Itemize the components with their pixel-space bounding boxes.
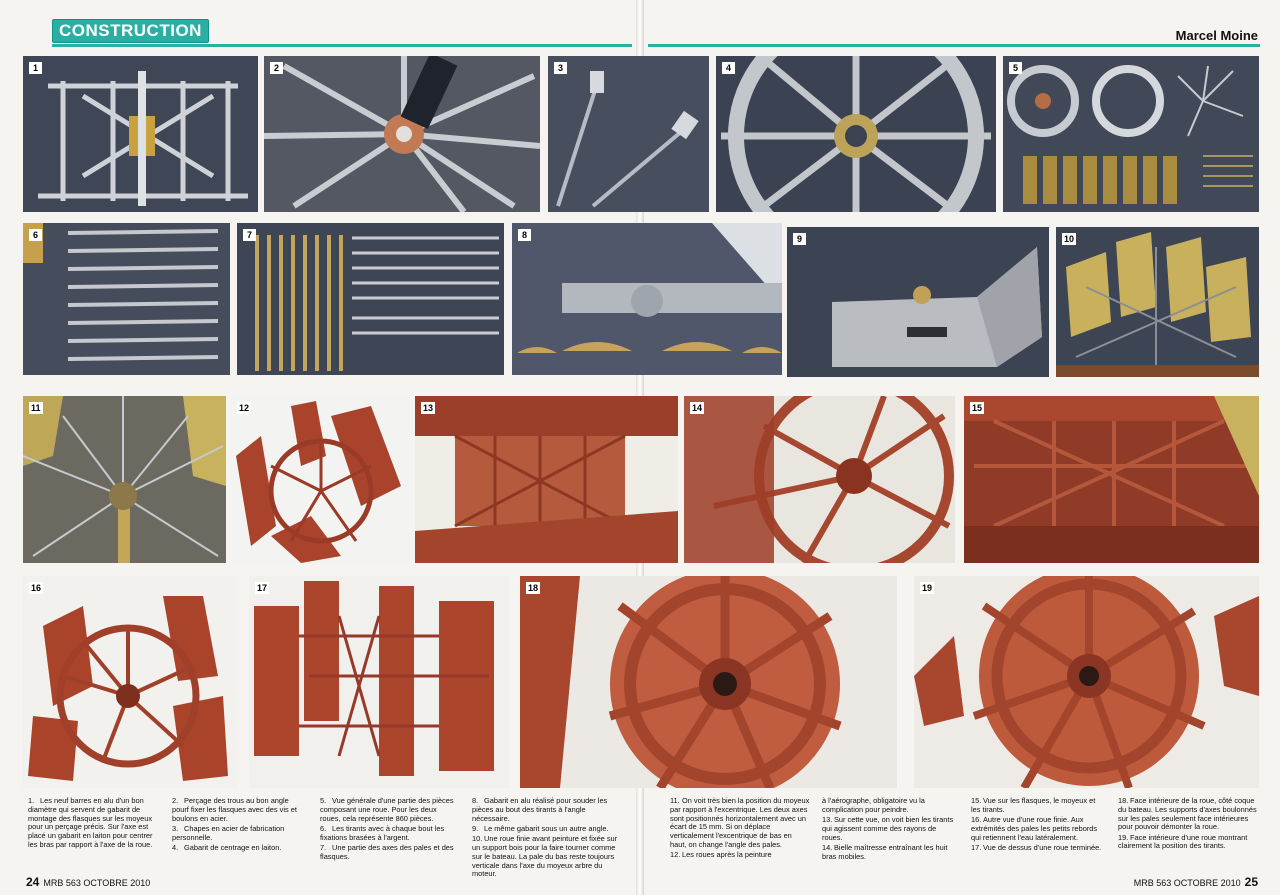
caption-column-6 <box>822 797 958 863</box>
photo-3 <box>548 56 709 212</box>
photo-15-image <box>964 396 1259 563</box>
photo-number: 11 <box>31 403 41 413</box>
photo-19 <box>914 576 1259 788</box>
section-rubric: CONSTRUCTION <box>52 19 209 43</box>
caption-17: 17. Vue de dessus d'une roue terminée. <box>971 842 1102 852</box>
photo-6 <box>23 223 230 375</box>
photo-4 <box>716 56 996 212</box>
photo-number: 8 <box>518 229 531 241</box>
caption-12-continued: à l'aérographe, obligatoire vu la complication pour peindre. <box>822 796 925 814</box>
caption-column-1 <box>28 797 156 851</box>
caption-6: 6. Les tirants avec à chaque bout les fixations brasées à l'argent. <box>320 823 445 842</box>
caption-4: 4. Gabarit de centrage en laiton. <box>172 842 282 852</box>
caption-column-2 <box>172 797 300 854</box>
caption-9: 9. Le même gabarit sous un autre angle. <box>472 823 609 833</box>
photo-5-image <box>1003 56 1259 212</box>
photo-10 <box>1056 227 1259 377</box>
photo-11-image <box>23 396 226 563</box>
photo-number: 3 <box>554 62 567 74</box>
photo-number: 5 <box>1009 62 1022 74</box>
photo-number: 19 <box>922 583 933 593</box>
caption-12: 12. Les roues après la peinture <box>670 850 772 860</box>
photo-number: 17 <box>257 583 268 593</box>
photo-1-image <box>23 56 258 212</box>
photo-3-image <box>548 56 709 212</box>
page-number-right: 25 <box>1244 875 1258 889</box>
caption-10: 10. Une roue finie avant peinture et fixée sur un support bois pour la faire tourner comme sur le bateau. La pale du bas reste toujours verticale dans l'axe du moyeux arbre du moteur. <box>472 834 618 879</box>
photo-number: 13 <box>423 403 434 413</box>
photo-15 <box>964 396 1259 563</box>
photo-number: 18 <box>528 583 539 593</box>
photo-18-image <box>520 576 897 788</box>
caption-8: 8. Gabarit en alu réalisé pour souder les pièces au bout des tirants à l'angle nécessaire. <box>472 796 608 823</box>
author-name: Marcel Moine <box>1175 28 1258 43</box>
caption-column-5 <box>670 797 810 862</box>
caption-5: 5. Vue générale d'une partie des pièces composant une roue. Pour les deux roues, cela représente 860 pièces. <box>320 796 454 823</box>
caption-column-3 <box>320 797 456 863</box>
photo-9 <box>787 227 1049 377</box>
photo-16-image <box>23 576 238 788</box>
header-rule-right <box>648 44 1260 47</box>
photo-number: 10 <box>1064 234 1075 244</box>
photo-4-image <box>716 56 996 212</box>
photo-13-image <box>415 396 678 563</box>
caption-16: 16. Autre vue d'une roue finie. Aux extrémités des pales les petits rebords qui retiennent l'eau latéralement. <box>971 815 1098 842</box>
caption-15: 15. Vue sur les flasques, le moyeux et les tirants. <box>971 796 1096 814</box>
photo-2-image <box>264 56 540 212</box>
photo-5 <box>1003 56 1259 212</box>
page-number-left: 24 <box>26 875 40 889</box>
footer-right <box>1134 875 1262 889</box>
caption-2: 2. Perçage des trous au bon angle pourf fixer les flasques avec des vis et boulons en acier. <box>172 796 297 823</box>
photo-number: 2 <box>270 62 283 74</box>
photo-7 <box>237 223 504 375</box>
issue-right: MRB 563 OCTOBRE 2010 <box>1133 878 1241 888</box>
photo-12-image <box>231 396 410 563</box>
caption-3: 3. Chapes en acier de fabrication personnelle. <box>172 823 285 842</box>
caption-18: 18. Face intérieure de la roue, côté coque du bateau. Les supports d'axes boulonnés sur les pales seulement face intérieures pour pouvoir démonter la roue. <box>1118 796 1257 832</box>
caption-1: 1. Les neuf barres en alu d'un bon diamètre qui servent de gabarit de montage des flasques sur les moyeux pour un perçage précis. Sur l'axe est placé un gabarit en laiton pour centrer les bras par rapport à l'axe de la roue. <box>28 796 153 849</box>
photo-number: 16 <box>31 583 42 593</box>
caption-14: 14. Bielle maîtresse entraînant les huit bras mobiles. <box>822 842 948 861</box>
caption-column-7 <box>971 797 1105 854</box>
photo-number: 12 <box>239 403 250 413</box>
photo-17 <box>249 576 509 788</box>
photo-number: 4 <box>722 62 735 74</box>
footer-left <box>22 875 150 889</box>
issue-left: MRB 563 OCTOBRE 2010 <box>43 878 151 888</box>
photo-number: 9 <box>793 233 806 245</box>
photo-14 <box>684 396 955 563</box>
photo-16 <box>23 576 238 788</box>
caption-11: 11. On voit très bien la position du moyeux par rapport à l'excentrique. Les deux axes sont positionnés horizontalement avec un écart de 15 mm. Si on déplace verticalement l'excentrique de bas en haut, on change l'angle des pales. <box>670 796 810 849</box>
caption-column-4 <box>472 797 618 881</box>
caption-13: 13. Sur cette vue, on voit bien les tirants qui agissent comme des rayons de roues. <box>822 815 954 842</box>
photo-number: 6 <box>29 229 42 241</box>
photo-13 <box>415 396 678 563</box>
photo-12 <box>231 396 410 563</box>
photo-8 <box>512 223 782 375</box>
photo-19-image <box>914 576 1259 788</box>
caption-19: 19. Face intérieure d'une roue montrant clairement la position des tirants. <box>1118 832 1248 851</box>
photo-number: 1 <box>29 62 42 74</box>
photo-14-image <box>684 396 955 563</box>
photo-number: 7 <box>243 229 256 241</box>
photo-17-image <box>249 576 509 788</box>
photo-6-image <box>23 223 230 375</box>
photo-8-image <box>512 223 782 375</box>
photo-10-image <box>1056 227 1259 377</box>
photo-number: 15 <box>972 403 983 413</box>
photo-2 <box>264 56 540 212</box>
caption-column-8 <box>1118 797 1260 853</box>
photo-11 <box>23 396 226 563</box>
photo-7-image <box>237 223 504 375</box>
header-rule-left <box>52 44 632 47</box>
photo-9-image <box>787 227 1049 377</box>
caption-7: 7. Une partie des axes des pales et des flasques. <box>320 842 454 861</box>
photo-1 <box>23 56 258 212</box>
photo-18 <box>520 576 897 788</box>
photo-number: 14 <box>692 403 703 413</box>
